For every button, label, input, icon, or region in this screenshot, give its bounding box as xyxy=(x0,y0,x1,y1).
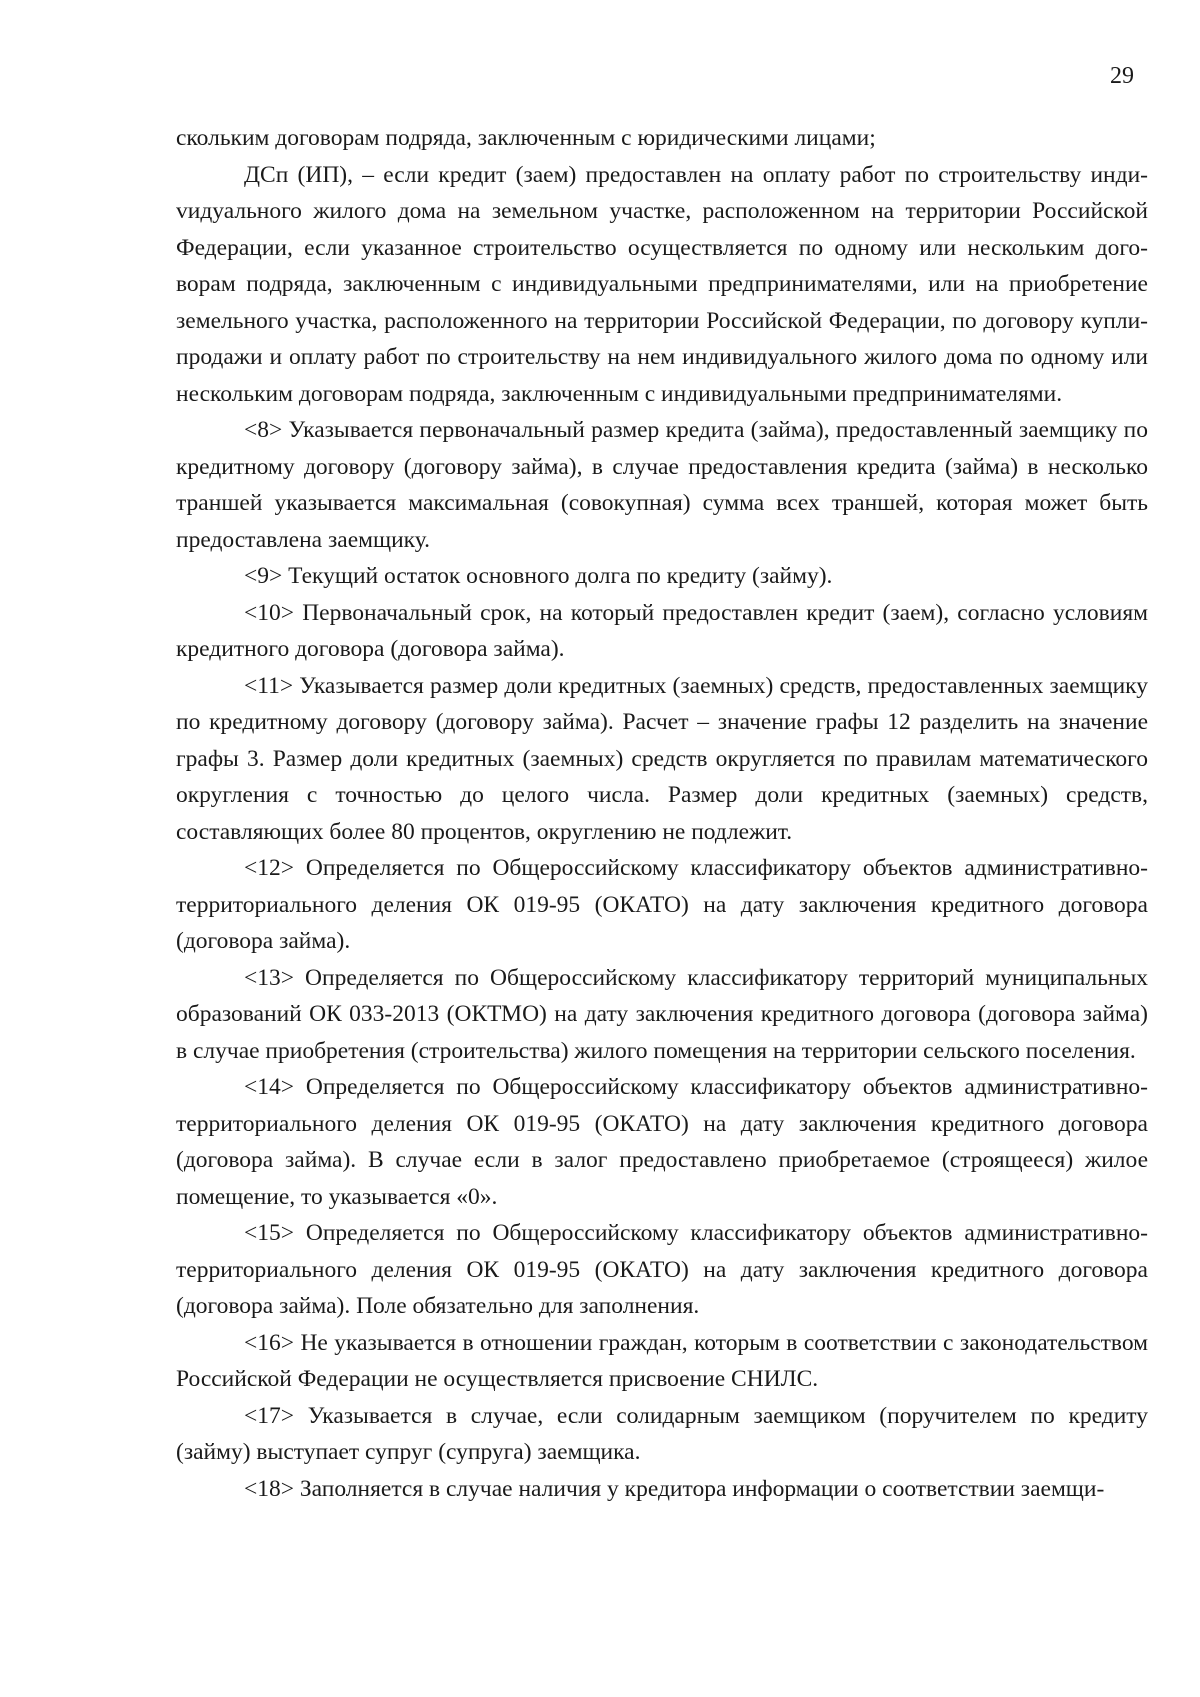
document-body xyxy=(176,120,1148,1507)
footnote-12: <12> Определяется по Общероссийскому классификатору объектов административно-территориального деления ОК 019-95 (ОКАТО) на дату заключения кредитного договора (договора займа). xyxy=(176,855,1148,954)
footnote-13: <13> Определяется по Общероссийскому классификатору территорий муниципальных образований ОК 033-2013 (ОКТМО) на дату заключения кредитного договора (договора займа) в случае приобретения (строительства) жилого помещения на территории сельского поселения. xyxy=(176,964,1148,1064)
footnote-16: <16> Не указывается в отношении граждан, которым в соответствии с законодательством Российской Федерации не осуществляется присвоение СНИЛС. xyxy=(176,1329,1148,1392)
page-number: 29 xyxy=(1110,63,1134,89)
footnote-17: <17> Указывается в случае, если солидарным заемщиком (поручителем по кредиту (займу) выступает супруг (супруга) заемщика. xyxy=(176,1402,1148,1465)
footnote-8: <8> Указывается первоначальный размер кредита (займа), предоставленный заемщику по кредитному договору (договору займа), в случае предоставления кредита (займа) в несколько траншей указывается максимальная (совокупная) сумма всех траншей, которая может быть предоставлена заемщику. xyxy=(176,417,1148,553)
footnote-14: <14> Определяется по Общероссийскому классификатору объектов административно-территориального деления ОК 019-95 (ОКАТО) на дату заключения кредитного договора (договора займа). В случае если в залог предоставлено приобретаемое (строящееся) жилое помещение, то указывается «0». xyxy=(176,1074,1148,1210)
footnote-18: <18> Заполняется в случае наличия у кредитора информации о соответствии заемщи- xyxy=(244,1475,1105,1502)
paragraph-continuation: скольким договорам подряда, заключенным с юридическими лицами; xyxy=(176,125,876,151)
footnote-10: <10> Первоначальный срок, на который предоставлен кредит (заем), согласно условиям кредитного договора (договора займа). xyxy=(176,599,1148,662)
paragraph-dsp-ip: ДСп (ИП), – если кредит (заем) предоставлен на оплату работ по строительству индиvидуального жилого дома на земельном участке, расположенном на территории Российской Федерации, если указанное строительство осуществляется по одному или нескольким договорам подряда, заключенным с индивидуальными предпринимателями, или на приобретение земельного участка, расположенного на территории Российской Федерации, по договору купли-продажи и оплату работ по строительству на нем индивидуального жилого дома по одному или нескольким договорам подряда, заключенным с индивидуальными предпринимателями. xyxy=(176,161,1148,407)
footnote-15: <15> Определяется по Общероссийскому классификатору объектов административно-территориального деления ОК 019-95 (ОКАТО) на дату заключения кредитного договора (договора займа). Поле обязательно для заполнения. xyxy=(176,1220,1148,1319)
footnote-9: <9> Текущий остаток основного долга по кредиту (займу). xyxy=(244,563,833,589)
footnote-11: <11> Указывается размер доли кредитных (заемных) средств, предоставленных заемщику по кредитному договору (договору займа). Расчет – значение графы 12 разделить на значение графы 3. Размер доли кредитных (заемных) средств округляется по правилам математического округления с точностью до целого числа. Размер доли кредитных (заемных) средств, составляющих более 80 процентов, округлению не подлежит. xyxy=(176,672,1148,845)
